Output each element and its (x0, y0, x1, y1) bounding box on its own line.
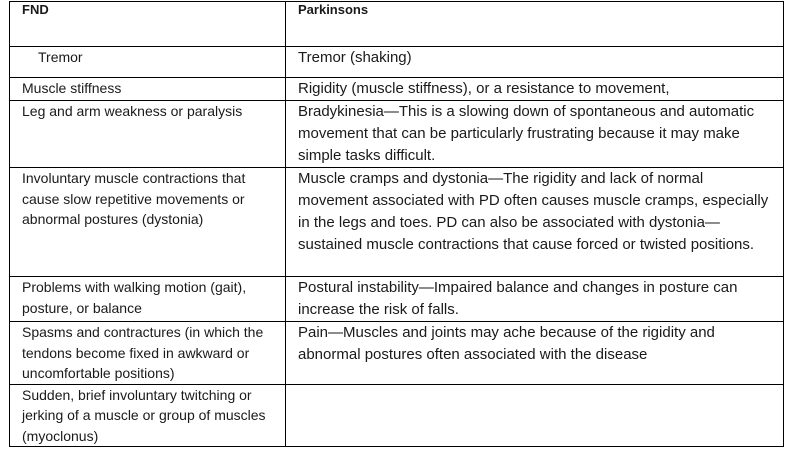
table-row (10, 78, 784, 101)
fnd-column-header: FND (10, 2, 286, 47)
table-row (10, 277, 784, 322)
parkinsons-cell: Rigidity (muscle stiffness), or a resistance to movement, (286, 78, 784, 101)
parkinsons-cell: Pain—Muscles and joints may ache because of the rigidity and abnormal postures often associated with the disease (286, 322, 784, 385)
fnd-cell: Leg and arm weakness or paralysis (10, 101, 286, 168)
parkinsons-column-header: Parkinsons (286, 2, 784, 47)
fnd-cell: Tremor (10, 47, 286, 78)
fnd-cell: Problems with walking motion (gait), posture, or balance (10, 277, 286, 322)
header-row (10, 2, 784, 47)
table-row (10, 47, 784, 78)
parkinsons-cell: Postural instability—Impaired balance and changes in posture can increase the risk of falls. (286, 277, 784, 322)
fnd-cell: Spasms and contractures (in which the tendons become fixed in awkward or uncomfortable positions) (10, 322, 286, 385)
table-row (10, 168, 784, 277)
table-row (10, 384, 784, 447)
fnd-cell: Sudden, brief involuntary twitching or jerking of a muscle or group of muscles (myoclonus) (10, 384, 286, 447)
parkinsons-cell: Tremor (shaking) (286, 47, 784, 78)
table-row (10, 322, 784, 385)
fnd-cell: Involuntary muscle contractions that cause slow repetitive movements or abnormal postures (dystonia) (10, 168, 286, 277)
table-row (10, 101, 784, 168)
parkinsons-cell (286, 384, 784, 447)
comparison-table (9, 1, 784, 447)
fnd-cell: Muscle stiffness (10, 78, 286, 101)
parkinsons-cell: Bradykinesia—This is a slowing down of spontaneous and automatic movement that can be particularly frustrating because it may make simple tasks difficult. (286, 101, 784, 168)
parkinsons-cell: Muscle cramps and dystonia—The rigidity and lack of normal movement associated with PD often causes muscle cramps, especially in the legs and toes. PD can also be associated with dystonia—sustained muscle contractions that cause forced or twisted positions. (286, 168, 784, 277)
